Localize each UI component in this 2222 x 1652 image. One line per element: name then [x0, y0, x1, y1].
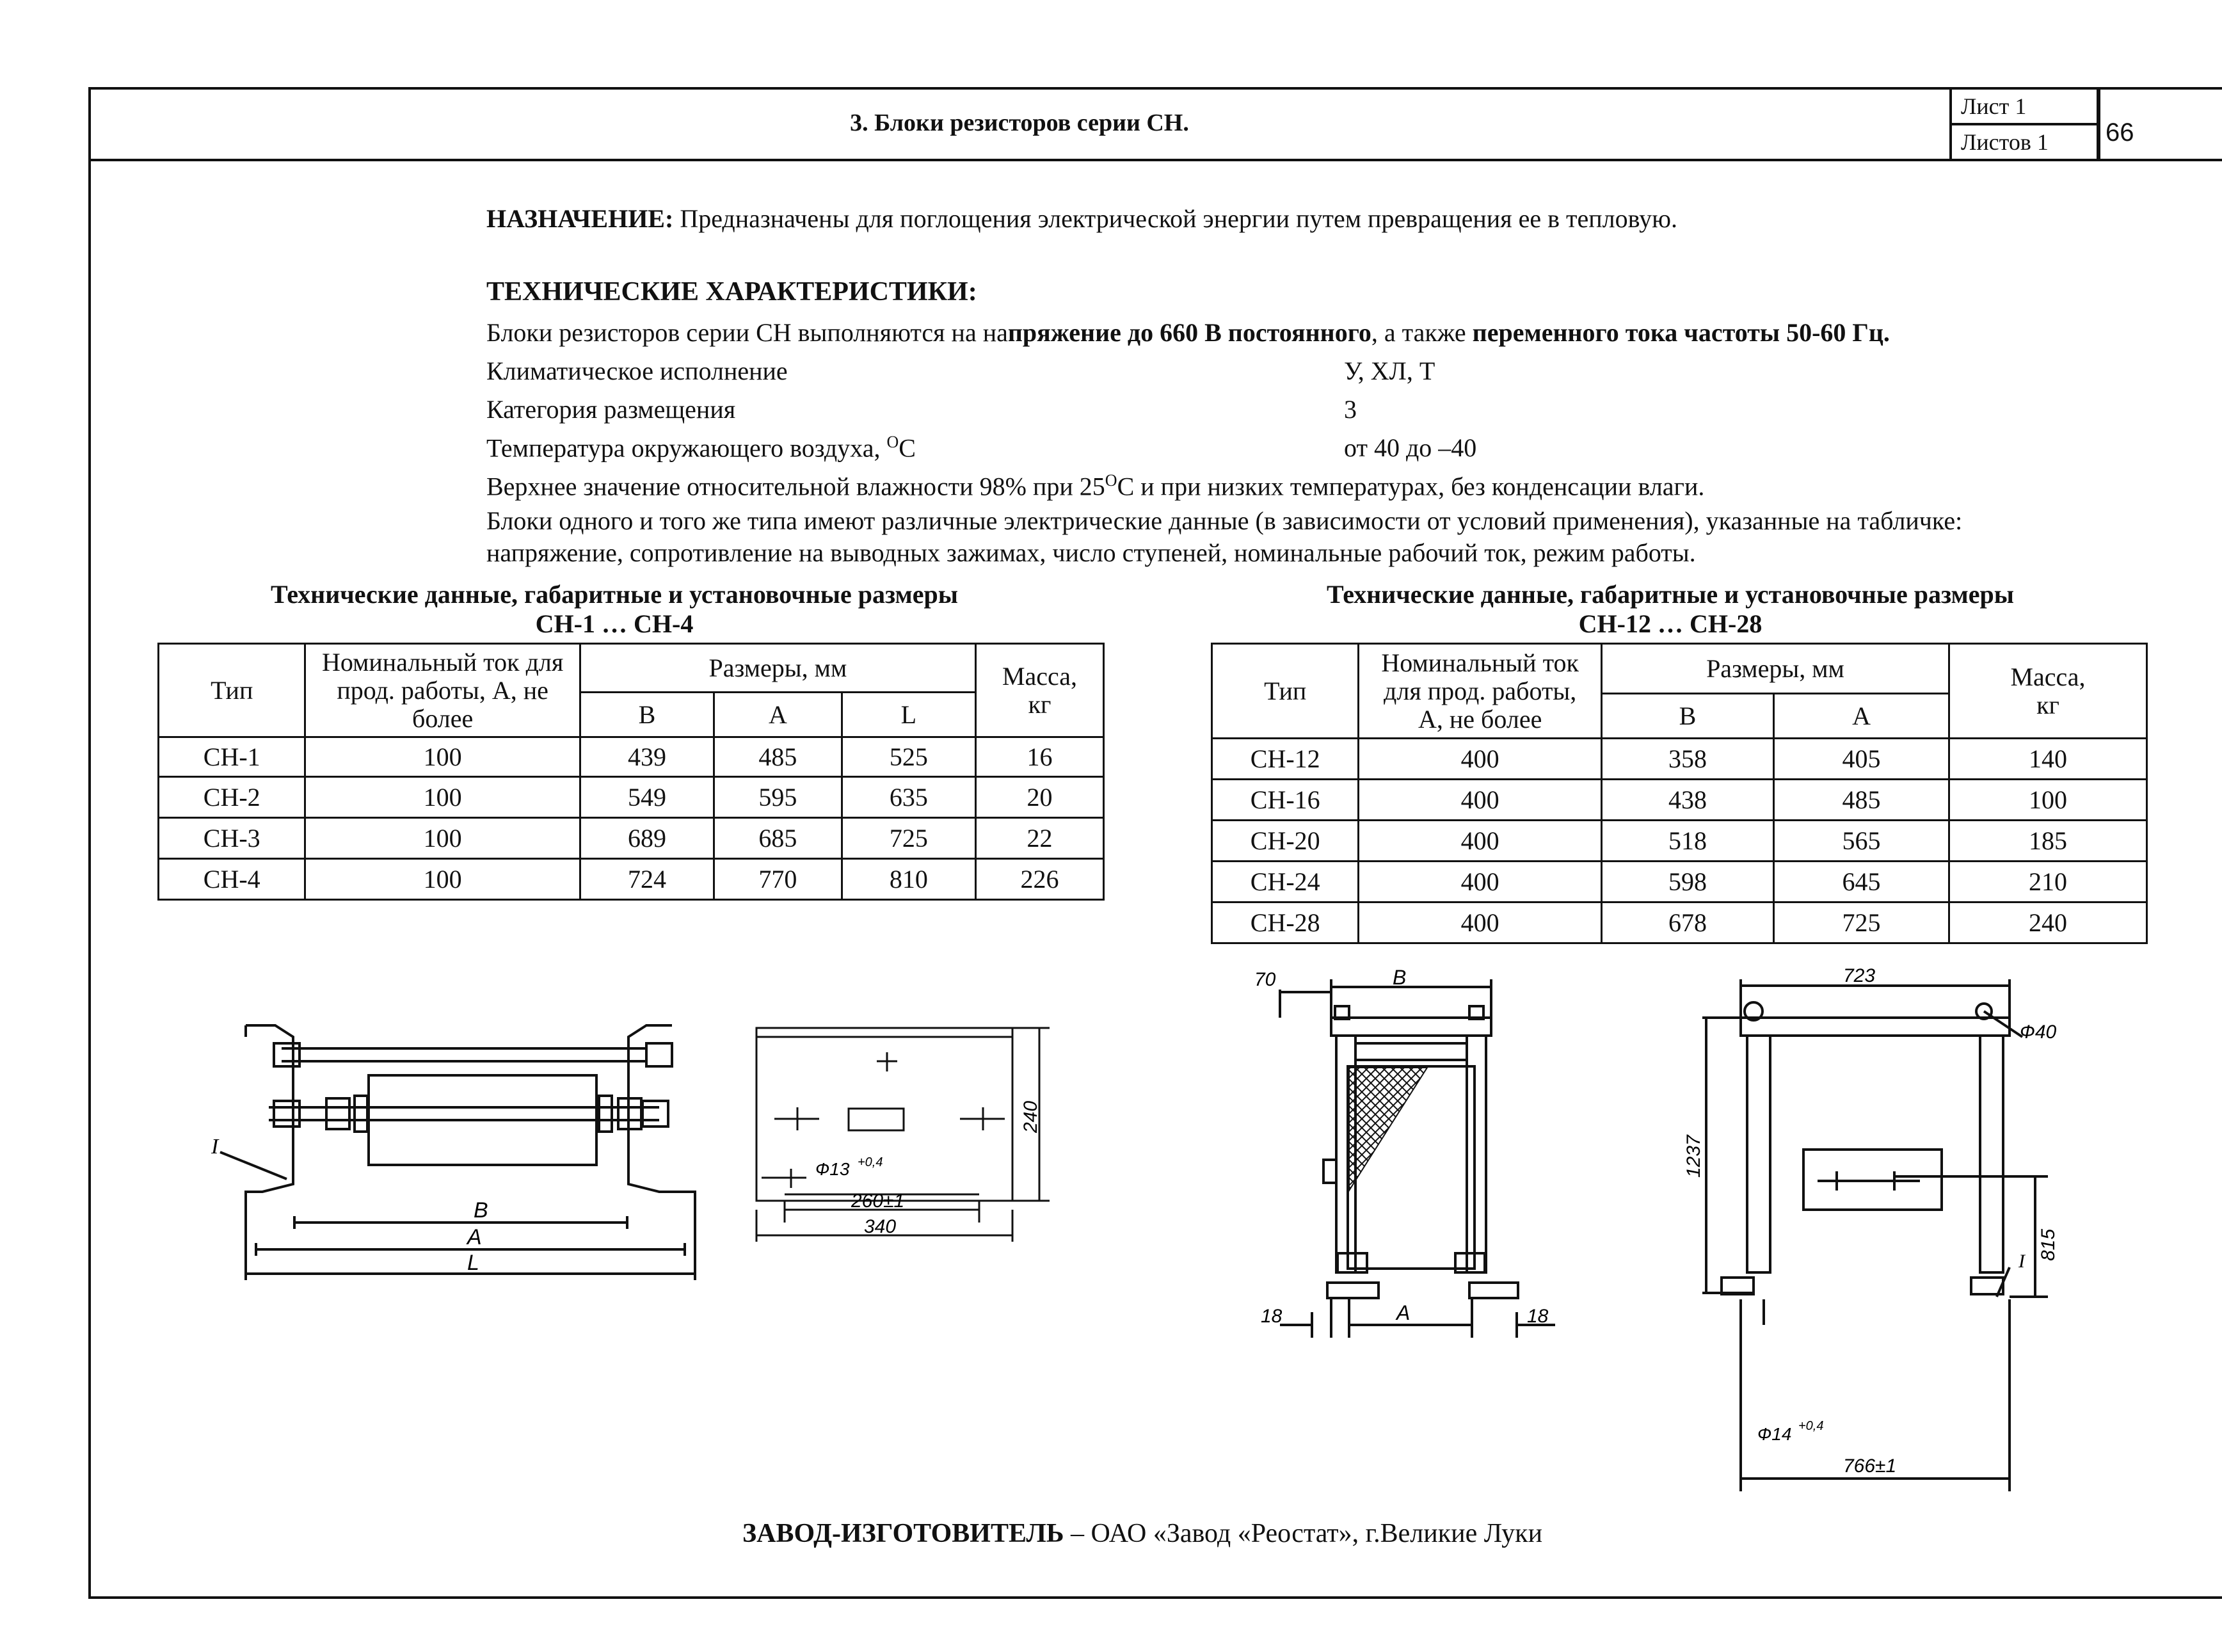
drawing4-dim-1237: 1237	[1683, 1135, 1704, 1178]
table1-header-b: B	[580, 693, 714, 737]
drawing1-label-b: B	[474, 1198, 488, 1223]
table-cell: 565	[1773, 821, 1949, 862]
climate-label: Климатическое исполнение	[486, 357, 788, 385]
table-cell: 140	[1949, 739, 2147, 780]
table-cell: 724	[580, 859, 714, 900]
drawing-ch12-28-front	[1254, 966, 1574, 1351]
table-cell: 400	[1359, 821, 1602, 862]
table-cell: 100	[305, 737, 580, 777]
table1-header-dims: Размеры, мм	[580, 644, 975, 693]
table-row	[1212, 862, 2147, 902]
table-row	[1212, 739, 2147, 780]
humidity-degree-sup: O	[1105, 471, 1117, 490]
table1-header-l: L	[842, 693, 975, 737]
table2-caption-line2: СН-12 … СН-28	[1578, 609, 1762, 638]
table-row	[1212, 902, 2147, 943]
table-cell: 100	[305, 859, 580, 900]
table2-caption	[1254, 580, 2086, 639]
category-label: Категория размещения	[486, 395, 736, 424]
table-cell: СН-4	[159, 859, 305, 900]
drawing3-dim-70: 70	[1254, 969, 1276, 990]
drawing4-dim-815: 815	[2038, 1228, 2059, 1261]
sheets-total-box	[1949, 123, 2099, 161]
resistor-mesh-hatch	[1349, 1068, 1427, 1191]
table-cell: 485	[1773, 780, 1949, 821]
table-row	[1212, 780, 2147, 821]
purpose-label: НАЗНАЧЕНИЕ:	[486, 204, 674, 233]
table-cell: СН-24	[1212, 862, 1359, 902]
temperature-value: от 40 до –40	[1344, 433, 1477, 462]
drawing4-dim-723: 723	[1843, 966, 1876, 986]
drawing1-label-i: I	[211, 1135, 219, 1159]
table1-header-mass: Масса, кг	[976, 644, 1104, 737]
table2-header-a: A	[1773, 694, 1949, 739]
table-cell: 525	[842, 737, 975, 777]
table-cell: 689	[580, 818, 714, 859]
drawing2-dim-hole-tol: +0,4	[858, 1155, 883, 1169]
drawing4-dim-40: Ф40	[2020, 1022, 2057, 1043]
drawing3-label-b: B	[1393, 966, 1407, 989]
table-cell: 645	[1773, 862, 1949, 902]
table-cell: 485	[714, 737, 842, 777]
table1-caption-line1: Технические данные, габаритные и установочные размеры	[271, 580, 958, 609]
table-cell: 100	[1949, 780, 2147, 821]
page-number-cell-divider	[2098, 87, 2100, 161]
blocks-note-line1: Блоки одного и того же типа имеют различные электрические данные (в зависимости от условий применения), указанные на табличке:	[486, 506, 1963, 535]
voltage-text-d: переменного тока частоты 50-60 Гц.	[1472, 318, 1890, 347]
table-cell: 400	[1359, 780, 1602, 821]
table-cell: 439	[580, 737, 714, 777]
table-cell: 678	[1601, 902, 1773, 943]
table2-header-type: Тип	[1212, 644, 1359, 739]
table-cell: СН-1	[159, 737, 305, 777]
temperature-label	[486, 433, 916, 463]
table-cell: 400	[1359, 862, 1602, 902]
drawing2-dim-hole: Ф13	[815, 1159, 850, 1179]
table-cell: 20	[976, 777, 1104, 818]
table-cell: 100	[305, 777, 580, 818]
drawing-ch1-4-plate	[749, 1018, 1082, 1261]
drawing1-label-l: L	[467, 1251, 479, 1275]
temperature-unit: C	[899, 433, 916, 463]
temperature-label-text: Температура окружающего воздуха,	[486, 433, 887, 463]
drawing4-dim-766: 766±1	[1843, 1456, 1897, 1477]
table-cell: 598	[1601, 862, 1773, 902]
table1-caption-line2: СН-1 … СН-4	[535, 609, 694, 638]
table-cell: 210	[1949, 862, 2147, 902]
table-cell: 725	[842, 818, 975, 859]
table-cell: 185	[1949, 821, 2147, 862]
voltage-text-c: , а также	[1371, 318, 1473, 347]
table-row	[159, 777, 1104, 818]
table-cell: 595	[714, 777, 842, 818]
table-cell: 400	[1359, 739, 1602, 780]
table-cell: 226	[976, 859, 1104, 900]
table1	[157, 643, 1105, 901]
header-divider	[88, 159, 2222, 161]
table-cell: 810	[842, 859, 975, 900]
table-row	[159, 818, 1104, 859]
drawing3-label-a: A	[1396, 1301, 1411, 1324]
table1-header-current: Номинальный ток для прод. работы, А, не более	[305, 644, 580, 737]
drawing2-dim-340: 340	[864, 1216, 897, 1237]
table-cell: СН-20	[1212, 821, 1359, 862]
sheets-label: Листов 1	[1961, 129, 2049, 155]
voltage-text-b: пряжение до 660 В постоянного	[1007, 318, 1371, 347]
table2-header-dims: Размеры, мм	[1601, 644, 1949, 694]
table-cell: 438	[1601, 780, 1773, 821]
purpose-line	[486, 204, 1677, 234]
manufacturer-label: ЗАВОД-ИЗГОТОВИТЕЛЬ	[742, 1519, 1064, 1548]
drawing1-label-a: A	[467, 1225, 482, 1249]
table-cell: 770	[714, 859, 842, 900]
voltage-text-a: Блоки резисторов серии СН выполняются на на	[486, 318, 1008, 347]
table-cell: 549	[580, 777, 714, 818]
drawing-ch12-28-side	[1651, 966, 2086, 1504]
specs-voltage-line	[486, 317, 1890, 348]
table-cell: 725	[1773, 902, 1949, 943]
drawing2-dim-260: 260±1	[851, 1191, 905, 1212]
table-cell: СН-2	[159, 777, 305, 818]
table-row	[1212, 821, 2147, 862]
degree-sup: O	[886, 433, 899, 451]
drawing-ch1-4-front	[198, 1011, 717, 1293]
table-cell: СН-28	[1212, 902, 1359, 943]
page-title: 3. Блоки резисторов серии СН.	[850, 109, 1189, 136]
table-cell: 358	[1601, 739, 1773, 780]
humidity-text-b: C и при низких температурах, без конденсации влаги.	[1117, 472, 1705, 501]
table2-caption-line1: Технические данные, габаритные и установочные размеры	[1327, 580, 2014, 609]
table2-header-current: Номинальный ток для прод. работы, А, не более	[1359, 644, 1602, 739]
manufacturer-line	[742, 1518, 1542, 1549]
manufacturer-text: – ОАО «Завод «Реостат», г.Великие Луки	[1064, 1519, 1543, 1548]
purpose-text: Предназначены для поглощения электрической энергии путем превращения ее в тепловую.	[673, 204, 1678, 233]
table2	[1211, 643, 2148, 944]
table2-header-mass: Масса, кг	[1949, 644, 2147, 739]
sheet-label: Лист 1	[1961, 93, 2027, 119]
specs-heading: ТЕХНИЧЕСКИЕ ХАРАКТЕРИСТИКИ:	[486, 277, 977, 307]
drawing4-label-i: I	[2018, 1251, 2025, 1272]
table-cell: 405	[1773, 739, 1949, 780]
table-cell: 100	[305, 818, 580, 859]
drawing3-dim-18-left: 18	[1261, 1306, 1283, 1327]
table-cell: 685	[714, 818, 842, 859]
drawing2-dim-240: 240	[1020, 1100, 1041, 1133]
climate-value: У, ХЛ, Т	[1344, 357, 1435, 385]
sheet-number-box	[1949, 87, 2099, 125]
drawing3-dim-18-right: 18	[1527, 1306, 1549, 1327]
humidity-text-a: Верхнее значение относительной влажности 98% при 25	[486, 472, 1105, 501]
table-cell: СН-3	[159, 818, 305, 859]
drawing4-dim-14-tol: +0,4	[1798, 1419, 1824, 1433]
table1-header-a: A	[714, 693, 842, 737]
table-cell: 22	[976, 818, 1104, 859]
drawing4-dim-14: Ф14	[1757, 1424, 1792, 1444]
table-row	[159, 737, 1104, 777]
page-number: 66	[2106, 118, 2134, 147]
table1-header-type: Тип	[159, 644, 305, 737]
blocks-note-line2: напряжение, сопротивление на выводных зажимах, число ступеней, номинальные рабочий ток, режим работы.	[486, 538, 1696, 567]
table2-header-b: B	[1601, 694, 1773, 739]
table1-caption	[154, 580, 1075, 639]
table-cell: 16	[976, 737, 1104, 777]
table-cell: 518	[1601, 821, 1773, 862]
humidity-line	[486, 471, 1704, 501]
category-value: 3	[1344, 395, 1357, 424]
table-row	[159, 859, 1104, 900]
table-cell: 400	[1359, 902, 1602, 943]
table-cell: 635	[842, 777, 975, 818]
table-cell: 240	[1949, 902, 2147, 943]
table-cell: СН-12	[1212, 739, 1359, 780]
table-cell: СН-16	[1212, 780, 1359, 821]
